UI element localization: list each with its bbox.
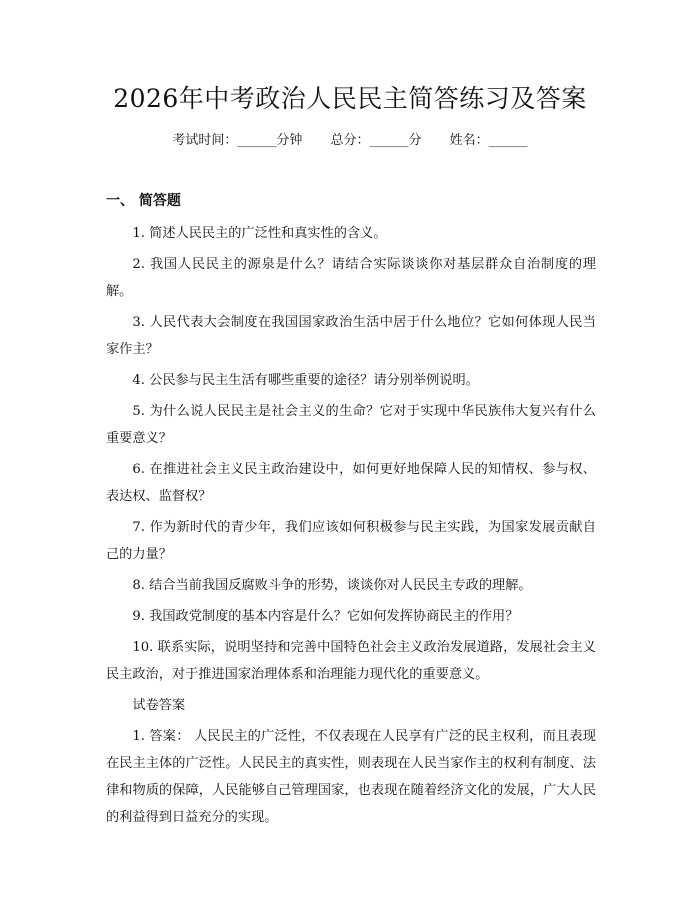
question-item: 9. 我国政党制度的基本内容是什么？它如何发挥协商民主的作用？	[132, 609, 519, 624]
question-item: 5. 为什么说人民民主是社会主义的生命？它对于实现中华民族伟大复兴有什么重要意义？	[106, 404, 596, 446]
question-item: 7. 作为新时代的青少年，我们应该如何积极参与民主实践，为国家发展贡献自己的力量？	[106, 520, 596, 562]
question-item: 2. 我国人民民主的源泉是什么？请结合实际谈谈你对基层群众自治制度的理解。	[106, 257, 596, 299]
question-item: 3. 人民代表大会制度在我国国家政治生活中居于什么地位？它如何体现人民当家作主？	[106, 315, 596, 357]
page-title: 2026年中考政治人民民主简答练习及答案	[113, 84, 587, 113]
answer-item: 1. 答案： 人民民主的广泛性，不仅表现在人民享有广泛的民主权利，而且表现在民主主体的广泛性。人民民主的真实性，则表现在人民当家作主的权利有制度、法律和物质的保障，人民能够自己管理国家，也表现在随着经济文化的发展，广大人民的利益得到日益充分的实现。	[106, 729, 596, 825]
document-body	[106, 220, 596, 835]
section-heading: 一、 简答题	[106, 193, 181, 209]
question-item: 4. 公民参与民主生活有哪些重要的途径？请分别举例说明。	[132, 373, 479, 388]
answers-heading: 试卷答案	[132, 698, 186, 713]
question-item: 1. 简述人民民主的广泛性和真实性的含义。	[132, 226, 387, 241]
exam-time: 考试时间：______分钟	[172, 133, 303, 148]
question-item: 6. 在推进社会主义民主政治建设中，如何更好地保障人民的知情权、参与权、表达权、监督权？	[106, 462, 596, 504]
question-item: 8. 结合当前我国反腐败斗争的形势，谈谈你对人民民主专政的理解。	[132, 578, 532, 593]
student-name: 姓名：______	[449, 133, 528, 148]
exam-total-score: 总分：______分	[330, 133, 422, 148]
question-item: 10. 联系实际，说明坚持和完善中国特色社会主义政治发展道路，发展社会主义民主政治，对于推进国家治理体系和治理能力现代化的重要意义。	[106, 640, 596, 682]
exam-meta	[0, 131, 700, 151]
